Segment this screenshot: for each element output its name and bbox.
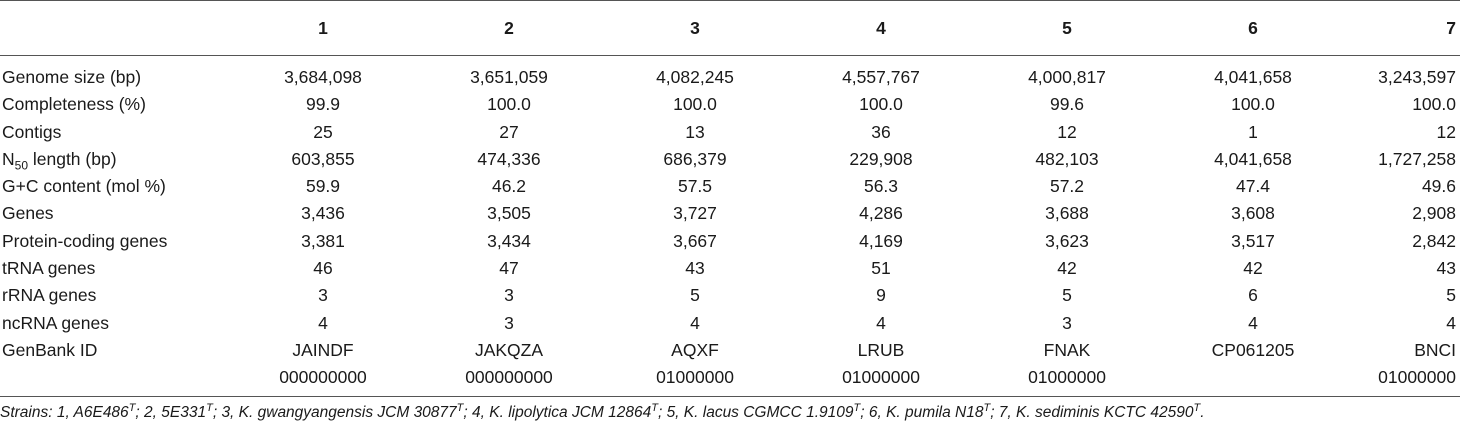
footnote-strain-4: ; 4, K. lipolytica JCM 12864 [463,404,652,421]
genbank-id-line1: LRUB [857,339,905,360]
table-cell: 5 [690,285,700,306]
row-label: Protein-coding genes [2,230,168,251]
table-cell: 603,855 [291,148,355,169]
table-cell: 47 [499,258,519,279]
genbank-id-line2: 01000000 [1028,367,1106,388]
genbank-id-line2: 01000000 [1378,367,1456,388]
table-cell: 56.3 [863,176,899,197]
type-strain-mark: T [983,401,991,414]
table-cell: 4,041,658 [1214,148,1292,169]
row-genome-size [0,56,1460,92]
row-n50-length [0,146,1460,173]
table-cell: 59.9 [305,176,341,197]
row-label: tRNA genes [2,258,96,279]
row-label: Completeness (%) [2,94,146,115]
table-cell: 100.0 [1412,94,1456,115]
genbank-id-line1: CP061205 [1211,339,1295,360]
table-cell [788,337,974,396]
table-cell: 4 [1446,312,1456,333]
table-cell: 3,684,098 [284,67,362,87]
table-cell: 4,082,245 [656,67,734,87]
row-gc-content [0,173,1460,200]
table-cell: 4,000,817 [1028,67,1106,87]
footnote-strain-3: ; 3, K. gwangyangensis JCM 30877 [212,404,457,421]
table-cell: 36 [871,121,891,142]
table-cell: 46 [313,258,333,279]
type-strain-mark: T [651,401,658,414]
genbank-id-line1: JAINDF [292,339,354,360]
row-protein-coding-genes [0,228,1460,255]
table-cell: 4,169 [859,230,903,251]
table-cell: 1 [1248,121,1258,142]
table-cell: 3,727 [673,203,717,224]
table-cell: 4 [318,312,328,333]
n50-label-main: N [2,148,15,169]
footnote-strain-1: 1, A6E486 [56,404,129,421]
footnote-prefix: Strains: [0,404,57,421]
table-cell: 2,842 [1412,230,1456,251]
table-cell: 99.6 [1049,94,1085,115]
table-cell: 4 [876,312,886,333]
strains-footnote [0,401,1205,422]
table-cell: 229,908 [849,148,913,169]
row-label: GenBank ID [0,337,230,396]
genbank-id-line1: JAKQZA [474,339,544,360]
footnote-strain-7: ; 7, K. sediminis KCTC 42590 [990,404,1194,421]
table-cell: 3,667 [673,230,717,251]
table-cell: 42 [1243,258,1263,279]
table-cell: 4 [1248,312,1258,333]
column-header-6: 6 [1160,1,1346,56]
table-cell: 6 [1248,285,1258,306]
table-cell: 3,381 [301,230,345,251]
column-header-5: 5 [974,1,1160,56]
table-cell [1346,337,1460,396]
row-genes [0,200,1460,227]
table-cell [416,337,602,396]
row-label [0,146,230,173]
type-strain-mark: T [1193,401,1201,414]
table-cell: 4,286 [859,203,903,224]
footnote-strain-5: ; 5, K. lacus CGMCC 1.9109 [657,404,854,421]
type-strain-mark: T [128,401,136,414]
table-cell: 27 [499,121,519,142]
table-cell: 57.5 [677,176,713,197]
row-ncrna-genes [0,310,1460,337]
table-cell: 2,908 [1412,203,1456,224]
table-cell: 100.0 [673,94,717,115]
n50-label-rest: length (bp) [28,148,117,169]
row-label: Contigs [2,121,62,142]
type-strain-mark: T [456,401,464,414]
table-cell: 3,434 [487,230,531,251]
table-cell: 1,727,258 [1378,148,1456,169]
table-cell: 4,557,767 [842,67,920,87]
row-completeness [0,91,1460,118]
table-cell: 9 [876,285,886,306]
table-cell: 100.0 [859,94,903,115]
table-cell: 3,436 [301,203,345,224]
footnote-suffix: . [1200,404,1205,421]
table-cell: 4 [690,312,700,333]
table-cell: 3 [504,312,514,333]
table-cell: 5 [1062,285,1072,306]
table-cell: 51 [871,258,891,279]
table-cell: 49.6 [1421,176,1456,197]
table-cell: 686,379 [663,148,727,169]
genbank-id-line1: FNAK [1043,339,1091,360]
column-header-2: 2 [416,1,602,56]
row-label: rRNA genes [2,285,97,306]
table-cell: 474,336 [477,148,541,169]
genbank-id-line2: 000000000 [279,367,367,388]
genbank-id-line1: AQXF [671,339,719,360]
table-cell: 43 [685,258,705,279]
table-cell: 3,517 [1231,230,1275,251]
table-cell: 3,688 [1045,203,1089,224]
table-cell: 13 [685,121,705,142]
row-label: Genes [2,203,54,224]
genbank-id-line2: 01000000 [842,367,920,388]
table-cell: 3 [504,285,514,306]
table-cell: 3 [1062,312,1072,333]
column-header-1: 1 [230,1,416,56]
genbank-id-line2: 000000000 [465,367,553,388]
table-cell: 12 [1436,121,1456,142]
column-header-3: 3 [602,1,788,56]
table-cell: 3,608 [1231,203,1275,224]
genbank-id-line2: 01000000 [656,367,734,388]
genbank-id-line2 [1160,364,1346,391]
table-cell: 100.0 [1231,94,1275,115]
table-cell [974,337,1160,396]
row-rrna-genes [0,282,1460,309]
table-cell: 46.2 [491,176,527,197]
table-cell: 3 [318,285,328,306]
column-header-7: 7 [1346,1,1460,56]
column-header-4: 4 [788,1,974,56]
table-cell: 3,651,059 [470,67,548,87]
table-cell: 100.0 [487,94,531,115]
table-cell [602,337,788,396]
type-strain-mark: T [853,401,861,414]
table-cell [1160,337,1346,396]
table-cell: 43 [1436,258,1456,279]
table-header-row [0,1,1460,56]
row-trna-genes [0,255,1460,282]
n50-label-subscript: 50 [14,158,28,173]
footnote-strain-6: ; 6, K. pumila N18 [860,404,984,421]
table-cell: 99.9 [305,94,341,115]
header-empty-cell [0,1,230,56]
footnote-strain-2: ; 2, 5E331 [135,404,207,421]
table-cell: 3,505 [487,203,531,224]
table-cell: 482,103 [1035,148,1099,169]
table-cell: 47.4 [1235,176,1271,197]
genbank-id-line1: BNCI [1414,339,1456,360]
table-cell: 57.2 [1049,176,1085,197]
row-label: Genome size (bp) [2,67,142,87]
table-cell: 25 [313,121,333,142]
table-cell [230,337,416,396]
table-cell: 42 [1057,258,1077,279]
row-genbank-id [0,337,1460,396]
row-label: ncRNA genes [2,312,110,333]
table-cell: 4,041,658 [1214,67,1292,87]
type-strain-mark: T [206,401,213,414]
table-cell: 5 [1446,285,1456,306]
row-contigs [0,119,1460,146]
table-cell: 3,623 [1045,230,1089,251]
table-cell: 12 [1057,121,1077,142]
table-cell: 3,243,597 [1378,67,1456,87]
row-label: G+C content (mol %) [2,176,166,197]
